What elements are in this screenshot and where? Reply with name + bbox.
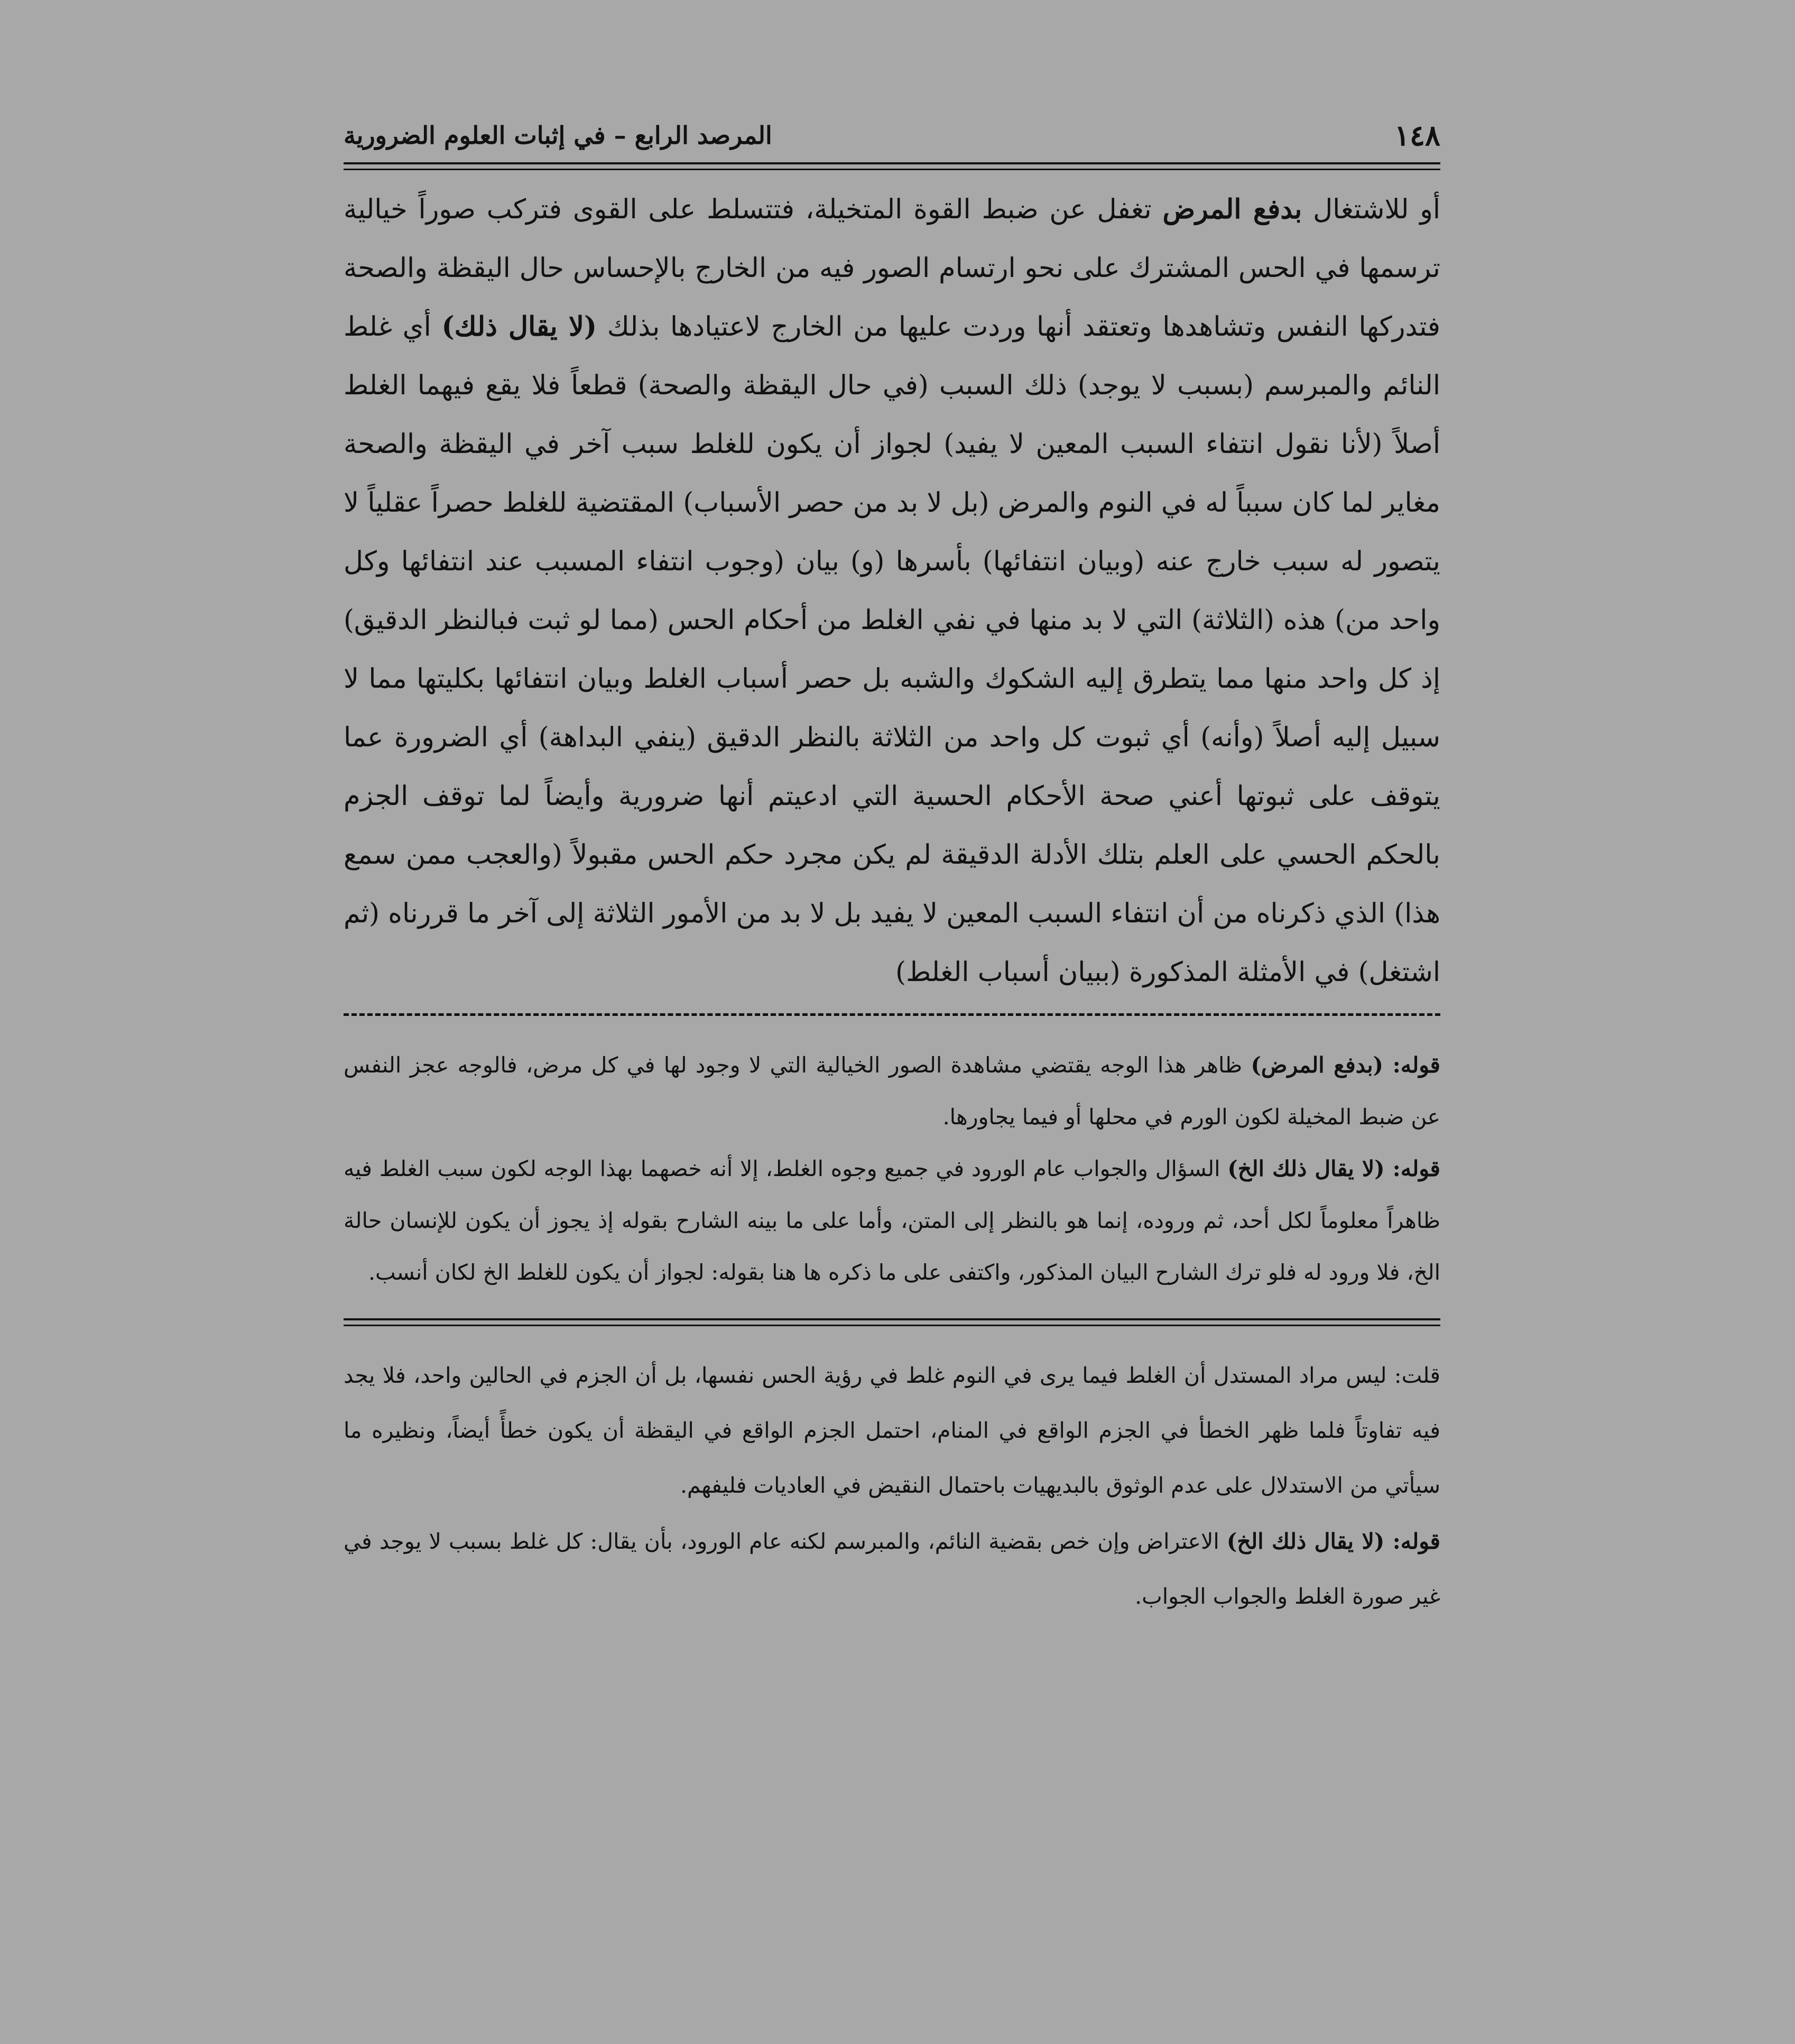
bold-phrase: (لا يقال ذلك) (441, 311, 597, 343)
bold-phrase: (بدفع المرض) (1251, 1052, 1384, 1078)
annotation-paragraph (344, 1514, 1440, 1624)
bold-phrase: قوله: (1384, 1529, 1440, 1554)
commentary-notes (344, 1039, 1440, 1298)
text-run: ظاهر هذا الوجه يقتضي مشاهدة الصور الخيالية التي لا وجود لها في كل مرض، فالوجه عجز النفس عن ضبط المخيلة لكون الورم في محلها أو فيما يجاورها. (344, 1052, 1440, 1130)
commentary-paragraph (344, 1143, 1440, 1298)
text-run: الاعتراض وإن خص بقضية النائم، والمبرسم لكنه عام الورود، بأن يقال: كل غلط بسبب لا يوجد في غير صورة الغلط والجواب الجواب. (344, 1529, 1440, 1609)
annotation-paragraph (344, 1348, 1440, 1513)
bold-phrase: (لا يقال ذلك الخ) (1226, 1529, 1385, 1554)
bold-phrase: قوله: (1383, 1052, 1441, 1078)
annotation-notes (344, 1348, 1440, 1624)
bold-phrase: بدفع المرض (1162, 193, 1302, 225)
notes-rule (344, 1318, 1440, 1320)
text-run: أي غلط النائم والمبرسم (بسبب لا يوجد) ذلك السبب (في حال اليقظة والصحة) قطعاً فلا يقع فيهما الغلط أصلاً (لأنا نقول انتفاء السبب المعين لا يفيد) لجواز أن يكون للغلط سبب آخر في اليقظة والصحة مغاير لما كان سبباً له في النوم والمرض (بل لا بد من حصر الأسباب) المقتضية للغلط حصراً عقلياً لا يتصور له سبب خارج عنه (وبيان انتفائها) بأسرها (و) بيان (وجوب انتفاء المسبب عند انتفائها وكل واحد من) هذه (الثلاثة) التي لا بد منها في نفي الغلط من أحكام الحس (مما لو ثبت فبالنظر الدقيق) إذ كل واحد منها مما يتطرق إليه الشكوك والشبه بل حصر أسباب الغلط وبيان انتفائها بكليتها مما لا سبيل إليه أصلاً (وأنه) أي ثبوت كل واحد من الثلاثة بالنظر الدقيق (ينفي البداهة) أي الضرورة عما يتوقف على ثبوتها أعني صحة الأحكام الحسية التي ادعيتم أنها ضرورية وأيضاً لما توقف الجزم بالحكم الحسي على العلم بتلك الأدلة الدقيقة لم يكن مجرد حكم الحس مقبولاً (والعجب ممن سمع هذا) الذي ذكرناه من أن انتفاء السبب المعين لا يفيد بل لا بد من الأمور الثلاثة إلى آخر ما قررناه (ثم اشتغل) في الأمثلة المذكورة (ببيان أسباب الغلط) (344, 311, 1440, 988)
text-run: السؤال والجواب عام الورود في جميع وجوه الغلط، إلا أنه خصهما بهذا الوجه لكون سبب الغلط فيه ظاهراً معلوماً لكل أحد، ثم وروده، إنما هو بالنظر إلى المتن، وأما على ما بينه الشارح بقوله إذ يجوز أن يكون للإنسان حالة الخ، فلا ورود له فلو ترك الشارح البيان المذكور، واكتفى على ما ذكره ها هنا بقوله: لجواز أن يكون للغلط الخ لكان أنسب. (344, 1156, 1440, 1285)
text-run: أو للاشتغال (1302, 194, 1441, 225)
text-run: تغفل عن ضبط القوة المتخيلة، فتتسلط على القوى فتركب صوراً خيالية ترسمها في الحس المشترك على نحو ارتسام الصور فيه من الخارج بالإحساس حال اليقظة والصحة فتدركها النفس وتشاهدها وتعتقد أنها وردت عليها من الخارج لاعتيادها بذلك (344, 194, 1440, 343)
page-number: ١٤٨ (1394, 118, 1440, 152)
bold-phrase: قوله: (1384, 1156, 1441, 1181)
running-head: المرصد الرابع – في إثبات العلوم الضرورية (344, 121, 772, 150)
main-text (344, 180, 1440, 1002)
dashed-separator (344, 1013, 1440, 1016)
text-run: قلت: ليس مراد المستدل أن الغلط فيما يرى في النوم غلط في رؤية الحس نفسها، بل أن الجزم في الحالين واحد، فلا يجد فيه تفاوتاً فلما ظهر الخطأ في الجزم الواقع في المنام، احتمل الجزم الواقع في اليقظة أن يكون خطأً أيضاً، ونظيره ما سيأتي من الاستدلال على عدم الوثوق بالبديهيات باحتمال النقيض في العاديات فليفهم. (344, 1363, 1440, 1498)
book-page (344, 114, 1440, 1624)
bold-phrase: (لا يقال ذلك الخ) (1227, 1156, 1385, 1181)
page-header (344, 114, 1440, 157)
commentary-paragraph (344, 1039, 1440, 1143)
header-rule (344, 162, 1440, 164)
